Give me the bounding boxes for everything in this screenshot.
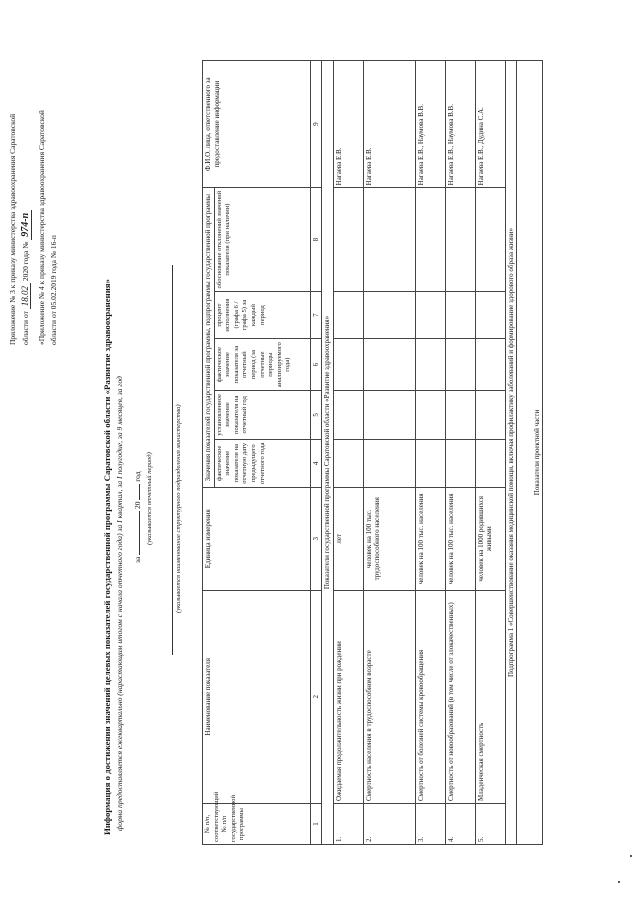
table-row <box>363 61 415 845</box>
header-fact-prev: фактическое значение показателя на отчетную дату предыдущего отчетного года <box>214 439 310 488</box>
scan-speck <box>618 881 620 883</box>
period-hint: (указывается отчетный период) <box>146 452 153 545</box>
appendix-line-2-prefix: области от <box>21 311 30 345</box>
period-suffix: год <box>133 471 142 482</box>
col-number: 6 <box>310 339 322 391</box>
col-number: 8 <box>310 188 322 292</box>
header-fact-period: фактическое значение показателя за отчетный период (за отчетные периоды анализируемого года) <box>214 339 310 391</box>
col-number: 9 <box>310 61 322 188</box>
col-number: 1 <box>310 804 322 845</box>
row-name: Смертность населения в трудоспособном возрасте <box>363 590 415 804</box>
row-num: 5. <box>475 804 505 845</box>
col-number: 3 <box>310 488 322 590</box>
appendix-line-1: Приложение № 3 к приказу министерства здравоохранения Саратовской <box>8 113 17 345</box>
row-person: Нагаева Е.В., Наумова В.В. <box>415 61 445 188</box>
header-values-group: Значения показателей государственной программы, подпрограммы государственной программы <box>203 188 215 488</box>
appendix-line-4: области от 05.02.2019 года № 16-п <box>49 235 58 345</box>
period-year-prefix: 20 <box>133 501 142 509</box>
year-blank <box>139 484 140 500</box>
period-line <box>133 471 142 563</box>
row-num: 1. <box>333 804 363 845</box>
row-name: Смертность от болезней системы кровообращения <box>415 590 445 804</box>
period-prefix: за <box>133 556 142 563</box>
col-number: 4 <box>310 439 322 488</box>
scan-speck <box>630 855 632 857</box>
row-person: Нагаева Е.В. <box>363 61 415 188</box>
table-row <box>475 61 505 845</box>
appendix-line-3: «Приложение № 4 к приказу министерства здравоохранения Саратовской <box>37 110 46 345</box>
table-row <box>333 61 363 845</box>
row-name: Младенческая смертность <box>475 590 505 804</box>
document-subtitle: форма предоставляется ежеквартально (нарастающим итогом с начала отчетного года) за I квартал, за I полугодие, за 9 месяцев, за год <box>115 376 124 831</box>
header-plan: установленное значение показателя на отчетный год <box>214 391 310 440</box>
header-name: Наименование показателя <box>203 590 311 804</box>
department-hint: (указывается наименование структурного подразделения министерства) <box>175 404 182 613</box>
section-project-part: Показатели проектной части <box>517 61 543 845</box>
col-number: 7 <box>310 291 322 338</box>
department-line <box>172 265 173 655</box>
table-row <box>445 61 475 845</box>
row-unit: человек на 100 тыс. трудоспособного населения <box>363 488 415 590</box>
row-unit: человек на 100 тыс. населения <box>415 488 445 590</box>
section-program: Показатели государственной программы Саратовской области «Развитие здравоохранения» <box>322 61 334 845</box>
row-unit: лет <box>333 488 363 590</box>
table-row <box>415 61 445 845</box>
indicators-table <box>202 60 543 845</box>
section-subprogram-1: Подпрограмма 1 «Совершенствование оказания медицинской помощи, включая профилактику заболеваний и формирование здорового образа жизни» <box>505 61 517 845</box>
row-person: Нагаева Е.В., Наумова В.В. <box>445 61 475 188</box>
row-name: Смертность от новообразований (в том числе от злокачественных) <box>445 590 475 804</box>
header-justify: обоснование отклонений значений показателя (при наличии) <box>214 188 310 292</box>
row-unit: человек на 1000 родившихся живыми <box>475 488 505 590</box>
row-unit: человек на 100 тыс. населения <box>445 488 475 590</box>
header-percent: процент исполнения (графа 6 / графа 5) за каждый период <box>214 291 310 338</box>
row-person: Нагаева Е.В., Дудина С.А. <box>475 61 505 188</box>
header-unit: Единица измерения <box>203 488 311 590</box>
handwritten-number: 974-п <box>20 210 32 240</box>
appendix-line-2 <box>20 210 31 345</box>
header-num: № п/п, соответствующий № п/п государственной программы <box>203 804 311 845</box>
row-name: Ожидаемая продолжительность жизни при рождении <box>333 590 363 804</box>
row-num: 2. <box>363 804 415 845</box>
document-title: Информация о достижении значений целевых показателей государственной программы Саратовской области «Развитие здравоохранения» <box>102 279 112 835</box>
col-number: 5 <box>310 391 322 440</box>
appendix-line-2-mid: 2020 года № <box>21 241 30 282</box>
col-number: 2 <box>310 590 322 804</box>
period-blank <box>139 511 140 555</box>
row-num: 3. <box>415 804 445 845</box>
row-num: 4. <box>445 804 475 845</box>
header-person: Ф.И.О. лица, ответственного за предоставление информации <box>203 61 311 188</box>
row-person: Нагаева Е.В. <box>333 61 363 188</box>
handwritten-date: 18.02 <box>20 283 31 309</box>
